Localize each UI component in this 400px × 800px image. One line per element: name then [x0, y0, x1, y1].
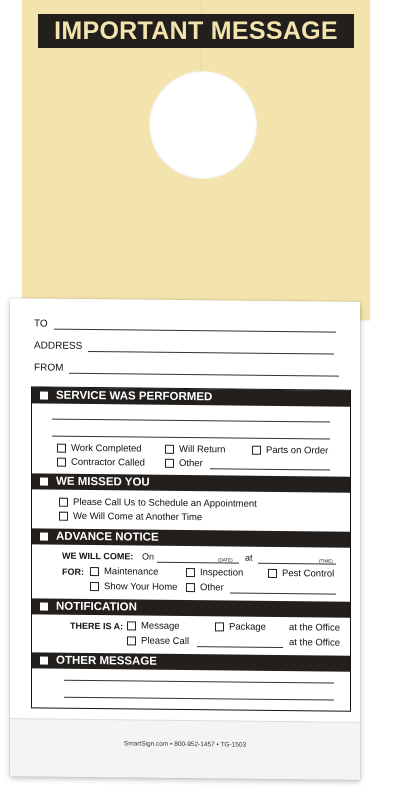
option-please-call-schedule[interactable] [59, 497, 257, 510]
option-inspection[interactable] [186, 567, 243, 579]
address-line [34, 340, 334, 354]
checkbox-icon[interactable] [186, 583, 195, 592]
square-bullet-icon [40, 391, 48, 399]
there-is-a-label: THERE IS A: [70, 620, 124, 632]
option-label: Inspection [200, 567, 244, 579]
checkbox-icon[interactable] [252, 446, 261, 455]
option-please-call[interactable] [127, 635, 189, 647]
date-hint: (DATE) [218, 557, 233, 563]
please-call-blank[interactable] [197, 646, 283, 648]
option-label: Please Call Us to Schedule an Appointment [73, 496, 257, 510]
square-bullet-icon [40, 656, 48, 664]
option-package[interactable] [215, 621, 266, 633]
at-label: at [245, 552, 253, 563]
section-notification-header [32, 598, 350, 617]
section-missed-title: WE MISSED YOU [56, 475, 150, 489]
to-label: TO [34, 318, 48, 330]
checkbox-icon[interactable] [127, 621, 136, 630]
option-label: Maintenance [104, 566, 159, 578]
checkbox-icon[interactable] [215, 622, 224, 631]
square-bullet-icon [40, 532, 48, 540]
option-label: Will Return [179, 443, 226, 456]
from-label: FROM [34, 362, 64, 374]
option-label: Show Your Home [104, 581, 178, 593]
to-field[interactable] [54, 320, 336, 333]
option-label: Contractor Called [71, 456, 145, 469]
other-message-line-2[interactable] [64, 697, 334, 701]
footer-text: SmartSign.com • 800-952-1457 • TG-1503 [123, 740, 247, 749]
option-contractor-called[interactable] [57, 457, 145, 469]
other-message-line-1[interactable] [64, 680, 334, 684]
checkbox-icon[interactable] [268, 569, 277, 578]
option-label: Message [141, 620, 180, 632]
section-service-title: SERVICE WAS PERFORMED [56, 389, 213, 404]
square-bullet-icon [40, 477, 48, 485]
section-advance-header [32, 528, 350, 547]
footer-strip [10, 718, 360, 780]
tear-off-card [10, 298, 360, 780]
option-label: Package [229, 621, 266, 633]
on-label: On [142, 551, 155, 562]
option-parts-on-order[interactable] [252, 445, 328, 457]
checkbox-icon[interactable] [59, 498, 68, 507]
checkbox-icon[interactable] [186, 568, 195, 577]
address-field[interactable] [88, 342, 334, 355]
we-will-come-label: WE WILL COME: [62, 550, 134, 562]
option-label: Other [200, 582, 224, 594]
option-label: We Will Come at Another Time [73, 510, 203, 524]
checkbox-icon[interactable] [165, 445, 174, 454]
time-hint: (TIME) [319, 558, 333, 564]
option-come-another-time[interactable] [59, 511, 202, 523]
from-line [34, 362, 339, 376]
option-label: Please Call [141, 635, 190, 648]
checkbox-icon[interactable] [127, 636, 136, 645]
option-label: Parts on Order [266, 444, 329, 457]
checkbox-icon[interactable] [165, 459, 174, 468]
service-other-blank[interactable] [210, 468, 330, 470]
section-missed-header [32, 473, 350, 492]
for-label: FOR: [62, 566, 84, 577]
checkbox-icon[interactable] [90, 567, 99, 576]
square-bullet-icon [40, 602, 48, 610]
section-advance-title: ADVANCE NOTICE [56, 530, 159, 544]
option-message[interactable] [127, 620, 180, 632]
service-blank-line-1[interactable] [52, 419, 330, 423]
form-box [31, 386, 351, 711]
checkbox-icon[interactable] [59, 512, 68, 521]
section-notification-title: NOTIFICATION [56, 600, 137, 614]
to-line [34, 318, 336, 332]
section-service-header [32, 387, 350, 406]
door-hanger-top [22, 0, 370, 320]
option-advance-other[interactable] [186, 582, 224, 593]
door-knob-hole [149, 71, 257, 179]
option-service-other[interactable] [165, 458, 203, 469]
option-work-completed[interactable] [57, 443, 142, 455]
advance-other-blank[interactable] [230, 592, 336, 594]
checkbox-icon[interactable] [57, 458, 66, 467]
section-other-header [32, 652, 350, 671]
at-office-label-2: at the Office [289, 637, 341, 649]
service-blank-line-2[interactable] [52, 436, 330, 440]
from-field[interactable] [69, 364, 339, 377]
option-show-your-home[interactable] [90, 581, 177, 593]
address-label: ADDRESS [34, 340, 83, 352]
option-label: Pest Control [282, 568, 335, 580]
checkbox-icon[interactable] [90, 582, 99, 591]
section-other-title: OTHER MESSAGE [56, 654, 157, 668]
option-will-return[interactable] [165, 444, 225, 456]
option-label: Other [179, 457, 203, 470]
checkbox-icon[interactable] [57, 444, 66, 453]
at-office-label-1: at the Office [289, 622, 341, 634]
option-label: Work Completed [71, 442, 142, 455]
hanger-title: IMPORTANT MESSAGE [54, 16, 338, 45]
option-maintenance[interactable] [90, 566, 158, 578]
option-pest-control[interactable] [268, 568, 334, 580]
